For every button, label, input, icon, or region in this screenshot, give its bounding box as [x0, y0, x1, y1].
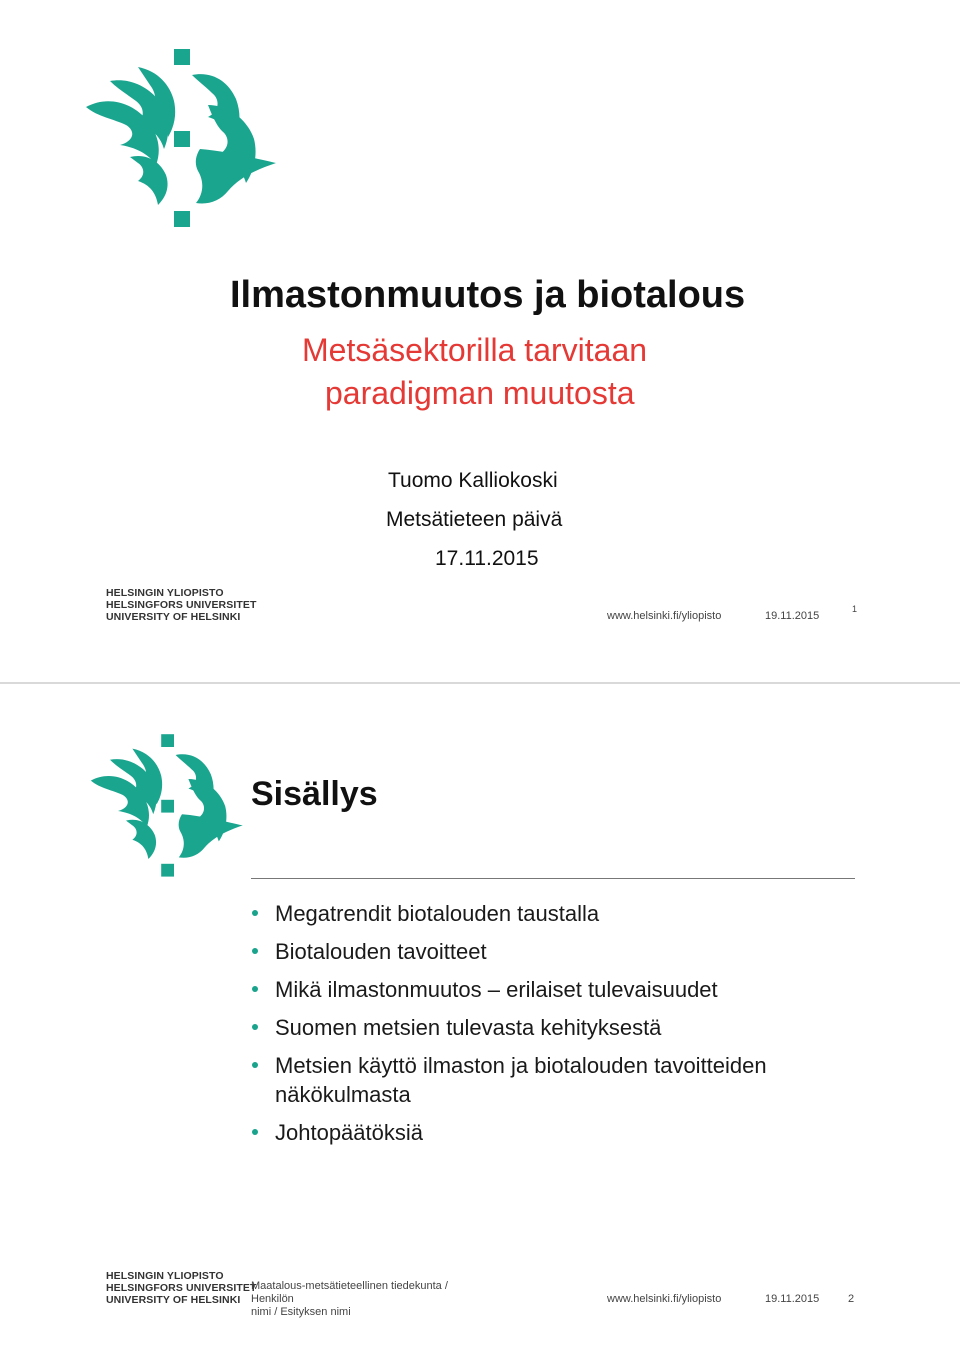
wordmark-line-sv: HELSINGFORS UNIVERSITET — [106, 1282, 257, 1294]
slide-1 — [0, 0, 960, 682]
list-item-text: Suomen metsien tulevasta kehityksestä — [275, 1015, 662, 1040]
list-item — [250, 1118, 850, 1147]
list-item — [250, 937, 850, 966]
bullet-icon — [252, 1024, 258, 1030]
table-of-contents-list — [250, 899, 850, 1156]
presentation-date: 17.11.2015 — [435, 547, 539, 570]
list-item — [250, 975, 850, 1004]
presentation-subtitle-line-1: Metsäsektorilla tarvitaan — [302, 332, 648, 368]
list-item-text: Megatrendit biotalouden taustalla — [275, 901, 600, 926]
list-item-text: Johtopäätöksiä — [275, 1120, 423, 1145]
university-wordmark-logo — [106, 587, 256, 623]
footer-department-line-1: Maatalous-metsätieteellinen tiedekunta / Henkilön — [251, 1280, 448, 1305]
list-item — [250, 1051, 850, 1109]
slide-title: Sisällys — [251, 775, 378, 813]
title-underline — [251, 878, 855, 879]
page-number: 1 — [852, 604, 858, 614]
event-name: Metsätieteen päivä — [386, 508, 563, 531]
list-item — [250, 1013, 850, 1042]
footer-url[interactable]: www.helsinki.fi/yliopisto — [607, 610, 722, 622]
footer-department — [251, 1280, 491, 1319]
university-wordmark-logo — [106, 1270, 256, 1306]
bullet-icon — [252, 986, 258, 992]
list-item-text: Metsien käyttö ilmaston ja biotalouden tavoitteiden näkökulmasta — [275, 1053, 767, 1107]
page-number: 2 — [848, 1293, 855, 1305]
list-item-text: Biotalouden tavoitteet — [275, 939, 487, 964]
university-flame-logo-icon — [80, 45, 280, 235]
footer-url[interactable]: www.helsinki.fi/yliopisto — [607, 1293, 722, 1305]
list-item-text: Mikä ilmastonmuutos – erilaiset tulevaisuudet — [275, 977, 718, 1002]
bullet-icon — [252, 1062, 258, 1068]
footer-date: 19.11.2015 — [765, 1293, 820, 1305]
university-flame-logo-icon — [84, 731, 248, 883]
presentation-title: Ilmastonmuutos ja biotalous — [230, 274, 746, 316]
wordmark-line-en: UNIVERSITY OF HELSINKI — [106, 1294, 241, 1306]
wordmark-line-fi: HELSINGIN YLIOPISTO — [106, 587, 224, 599]
wordmark-line-sv: HELSINGFORS UNIVERSITET — [106, 599, 257, 611]
footer-date: 19.11.2015 — [765, 610, 820, 622]
wordmark-line-en: UNIVERSITY OF HELSINKI — [106, 611, 241, 623]
slide-2 — [0, 684, 960, 1367]
author-name: Tuomo Kalliokoski — [388, 469, 558, 492]
bullet-icon — [252, 910, 258, 916]
wordmark-line-fi: HELSINGIN YLIOPISTO — [106, 1270, 224, 1282]
list-item — [250, 899, 850, 928]
bullet-icon — [252, 1129, 258, 1135]
bullet-icon — [252, 948, 258, 954]
footer-department-line-2: nimi / Esityksen nimi — [251, 1306, 351, 1318]
presentation-subtitle-line-2: paradigman muutosta — [325, 375, 635, 411]
